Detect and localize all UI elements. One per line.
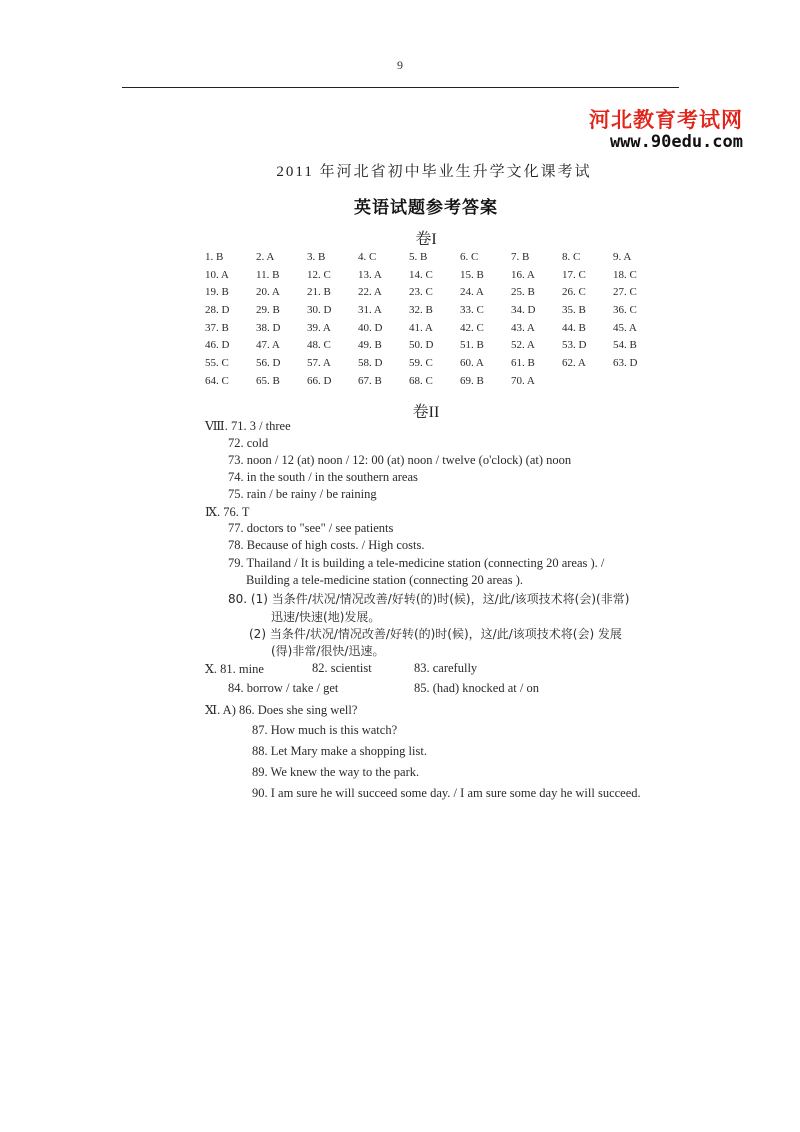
answer-cell: 21. B (307, 286, 331, 299)
answer-89: 89. We knew the way to the park. (252, 765, 420, 779)
section-1-heading: 卷I (415, 231, 437, 248)
answer-cell: 53. D (562, 339, 587, 352)
answer-cell: 47. A (256, 339, 280, 352)
answer-cell: 44. B (562, 321, 586, 334)
answer-71: Ⅷ. 71. 3 / three (205, 419, 291, 433)
answer-cell: 50. D (409, 339, 434, 352)
answer-cell: 34. D (511, 304, 536, 317)
answer-78: 78. Because of high costs. / High costs. (228, 538, 425, 552)
answer-cell: 20. A (256, 286, 280, 299)
page-number: 9 (397, 58, 403, 72)
answer-74: 74. in the south / in the southern areas (228, 470, 418, 484)
answer-cell: 63. D (613, 357, 638, 370)
answer-cell: 60. A (460, 357, 484, 370)
answer-cell: 61. B (511, 357, 535, 370)
answer-73: 73. noon / 12 (at) noon / 12: 00 (at) noon / twelve (o'clock) (at) noon (228, 453, 572, 467)
exam-title: 2011 年河北省初中毕业生升学文化课考试 (276, 164, 592, 180)
answer-cell: 30. D (307, 304, 332, 317)
answer-84: 84. borrow / take / get (228, 681, 339, 695)
answer-cell: 6. C (460, 251, 479, 263)
answer-cell: 62. A (562, 357, 586, 370)
answer-87: 87. How much is this watch? (252, 723, 398, 737)
answer-cell: 36. C (613, 304, 637, 317)
answer-cell: 28. D (205, 304, 230, 317)
answer-cell: 46. D (205, 339, 230, 352)
answer-cell: 35. B (562, 304, 586, 317)
answer-cell: 13. A (358, 268, 382, 281)
answer-cell: 22. A (358, 286, 382, 299)
answer-cell: 2. A (256, 251, 275, 263)
answer-cell: 14. C (409, 268, 433, 281)
answer-83: 83. carefully (414, 661, 478, 675)
answer-cell: 3. B (307, 251, 326, 263)
answer-cell: 12. C (307, 268, 331, 281)
answer-cell: 11. B (256, 268, 280, 281)
answer-cell: 26. C (562, 286, 586, 299)
paper-title: 英语试题参考答案 (354, 198, 498, 218)
answer-cell: 33. C (460, 304, 484, 317)
answer-72: 72. cold (228, 436, 269, 450)
answer-86: Ⅺ. A) 86. Does she sing well? (205, 703, 358, 717)
answer-cell: 69. B (460, 374, 484, 387)
answer-cell: 1. B (205, 251, 224, 263)
answer-cell: 25. B (511, 286, 535, 299)
answer-76: Ⅸ. 76. T (205, 505, 250, 519)
answer-cell: 56. D (256, 357, 281, 370)
answer-cell: 70. A (511, 374, 535, 387)
answer-cell: 57. A (307, 357, 331, 370)
answer-80-2-line-1: (2) 当条件/状况/情况改善/好转(的)时(候)，这/此/该项技术将(会) 发展 (249, 627, 622, 641)
answer-cell: 41. A (409, 321, 433, 334)
answer-79-line-2: Building a tele-medicine station (connecting 20 areas ). (246, 573, 523, 587)
answer-77: 77. doctors to "see" / see patients (228, 521, 394, 535)
answer-cell: 58. D (358, 357, 383, 370)
answer-cell: 42. C (460, 321, 484, 334)
answer-cell: 27. C (613, 286, 637, 299)
answer-cell: 43. A (511, 321, 535, 334)
answer-cell: 54. B (613, 339, 637, 352)
multiple-choice-answer-grid (205, 249, 661, 391)
answer-cell: 16. A (511, 268, 535, 281)
answer-cell: 19. B (205, 286, 229, 299)
header-divider (122, 87, 679, 88)
answer-75: 75. rain / be rainy / be raining (228, 487, 377, 501)
answer-cell: 8. C (562, 251, 581, 263)
answer-cell: 5. B (409, 251, 428, 263)
answer-cell: 18. C (613, 268, 637, 281)
answer-cell: 10. A (205, 268, 229, 281)
answer-cell: 9. A (613, 251, 632, 263)
answer-cell: 29. B (256, 304, 280, 317)
answer-cell: 15. B (460, 268, 484, 281)
answer-cell: 24. A (460, 286, 484, 299)
answer-cell: 23. C (409, 286, 433, 299)
answer-cell: 68. C (409, 374, 433, 387)
answer-85: 85. (had) knocked at / on (414, 681, 539, 695)
answer-cell: 49. B (358, 339, 382, 352)
answer-cell: 52. A (511, 339, 535, 352)
answer-80-2-line-2: (得)非常/很快/迅速。 (271, 644, 385, 658)
answer-cell: 67. B (358, 374, 382, 387)
answer-cell: 4. C (358, 251, 377, 263)
answer-81: Ⅹ. 81. mine (205, 662, 264, 676)
section-2-heading: 卷II (412, 404, 440, 421)
answer-cell: 40. D (358, 321, 383, 334)
answer-90: 90. I am sure he will succeed some day. / I am sure some day he will succeed. (252, 786, 641, 800)
answer-cell: 66. D (307, 374, 332, 387)
answer-cell: 59. C (409, 357, 433, 370)
answer-cell: 51. B (460, 339, 484, 352)
answer-cell: 37. B (205, 321, 229, 334)
answer-cell: 32. B (409, 304, 433, 317)
answer-cell: 38. D (256, 321, 281, 334)
answer-cell: 7. B (511, 251, 530, 263)
answer-80-1-line-2: 迅速/快速(地)发展。 (271, 610, 381, 624)
answer-cell: 48. C (307, 339, 331, 352)
answer-82: 82. scientist (312, 661, 372, 675)
watermark-url: www.90edu.com (609, 132, 743, 152)
answer-cell: 65. B (256, 374, 280, 387)
answer-88: 88. Let Mary make a shopping list. (252, 744, 427, 758)
answer-80-1-line-1: 80. (1) 当条件/状况/情况改善/好转(的)时(候)，这/此/该项技术将(会)(非常) (228, 592, 630, 606)
answer-cell: 31. A (358, 304, 382, 317)
watermark-site-name: 河北教育考试网 (589, 108, 743, 132)
answer-cell: 45. A (613, 321, 637, 334)
answer-cell: 64. C (205, 374, 229, 387)
answer-cell: 39. A (307, 321, 331, 334)
answer-cell: 17. C (562, 268, 586, 281)
answer-cell: 55. C (205, 357, 229, 370)
answer-79-line-1: 79. Thailand / It is building a tele-medicine station (connecting 20 areas ). / (228, 556, 605, 570)
